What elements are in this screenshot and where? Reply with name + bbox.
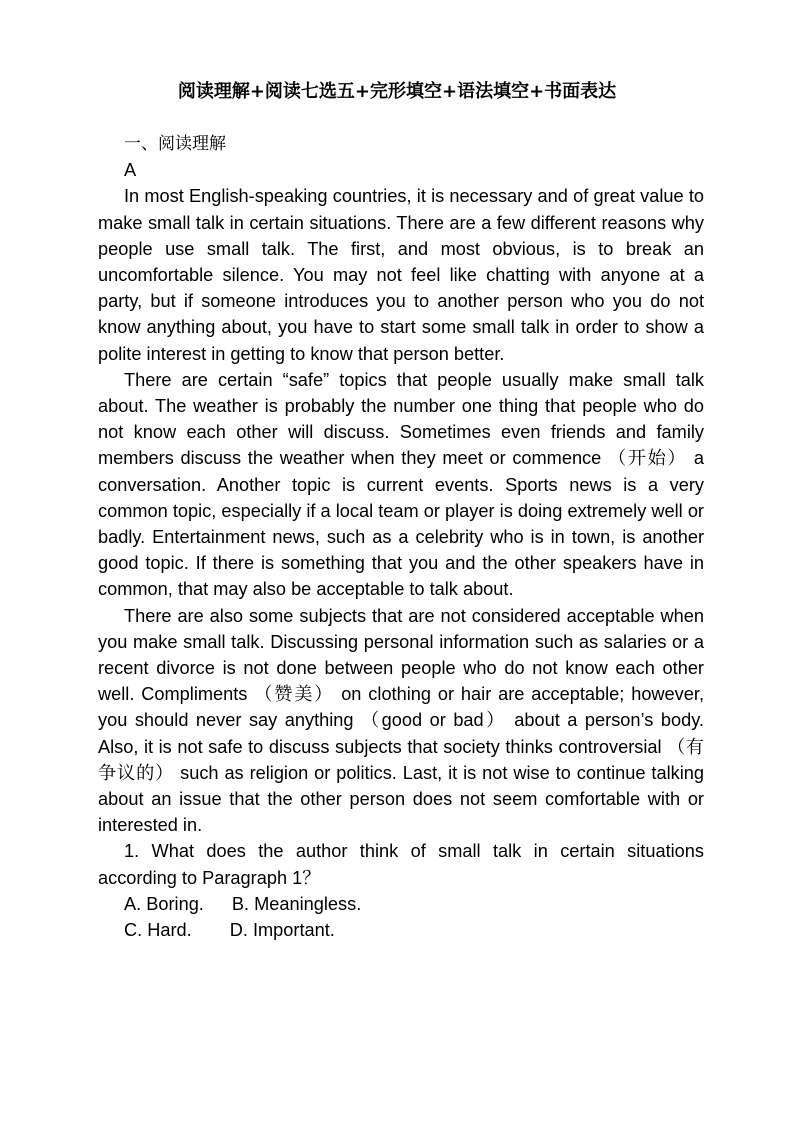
passage-paragraph-1: In most English-speaking countries, it is necessary and of great value to make small talk in certain situations. There are a few different reasons why people use small talk. The first, and most obvious, is to break an uncomfortable silence. You may not feel like chatting with anyone at a party, but if someone introduces you to another person who you do not know anything about, you have to start some small talk in order to show a polite interest in getting to know that person better. [98, 186, 704, 364]
document-title: 阅读理解+阅读七选五+完形填空+语法填空+书面表达 [177, 81, 617, 102]
passage-paragraph-2: There are certain “safe” topics that people usually make small talk about. The weather is probably the number one thing that people who do not know each other will discuss. Sometimes even friends and family members discuss the weather when they meet or commence （开始） a conversation. Another topic is current events. Sports news is a very common topic, especially if a local team or player is doing extremely well or badly. Entertainment news, such as a celebrity who is in town, is another good topic. If there is something that you and the other speakers have in common, that may also be acceptable to talk about. [98, 369, 704, 600]
option-d[interactable]: D. Important. [229, 920, 335, 941]
option-c[interactable]: C. Hard. [124, 920, 192, 941]
option-a[interactable]: A. Boring. [124, 893, 204, 914]
option-b[interactable]: B. Meaningless. [231, 893, 362, 914]
question-stem: 1. What does the author think of small talk in certain situations according to Paragraph 1？ [98, 841, 704, 888]
question-options-row-2 [98, 917, 704, 943]
question-options-row-1 [98, 891, 704, 917]
section-heading: 一、阅读理解 [124, 134, 226, 154]
passage-paragraph-3: There are also some subjects that are not considered acceptable when you make small talk. Discussing personal information such as salaries or a recent divorce is not done between people who do not know each other well. Compliments （赞美） on clothing or hair are acceptable; however, you should never say anything （good or bad） about a person’s body. Also, it is not safe to discuss subjects that society thinks controversial （有争议的） such as religion or politics. Last, it is not wise to continue talking about an issue that the other person does not seem comfortable with or interested in. [98, 605, 704, 836]
document-content [98, 131, 704, 943]
passage-label: A [124, 160, 137, 181]
